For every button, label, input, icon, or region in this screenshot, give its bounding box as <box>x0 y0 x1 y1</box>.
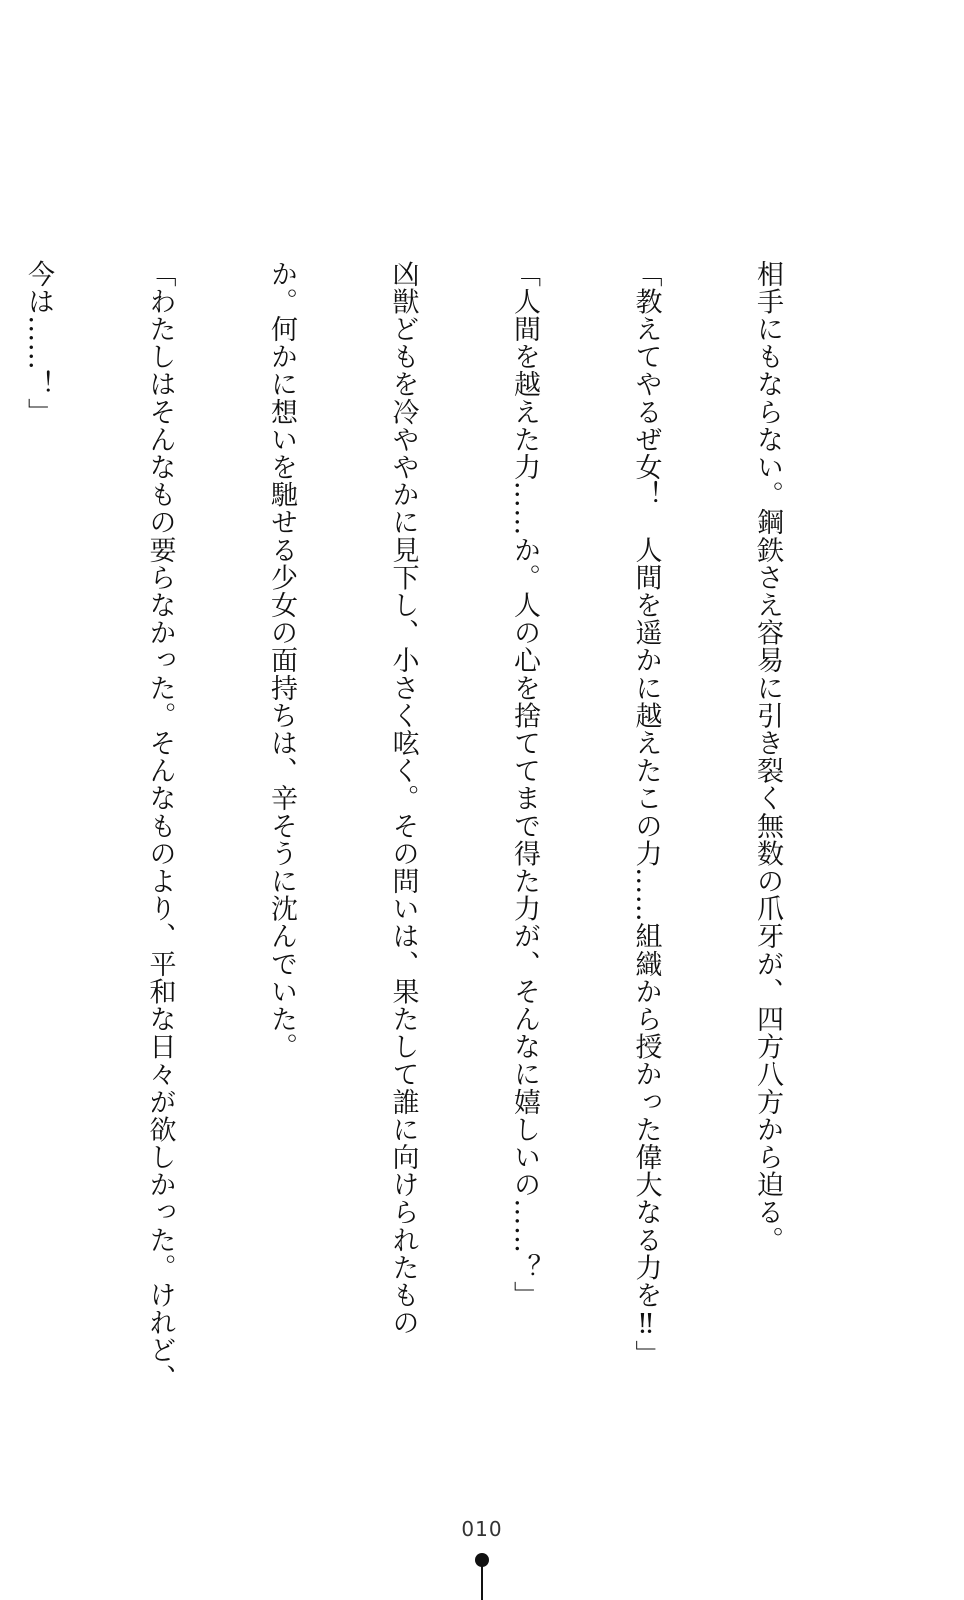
text-line: か。何かに想いを馳せる少女の面持ちは、辛そうに沈んでいた。 <box>266 260 297 1061</box>
text-line: 「教えてやるぜ女！ 人間を遥かに越えたこの力……組織から授かった偉大なる力を‼」 <box>630 260 662 1368</box>
novel-text-column-block <box>23 260 868 1392</box>
page-number: 010 <box>461 1517 503 1541</box>
text-line: 「人間を越えた力……か。人の心を捨ててまで得た力が、そんなに嬉しいの……？」 <box>509 260 540 1309</box>
page-dot-marker <box>475 1553 489 1567</box>
text-line: 相手にもならない。鋼鉄さえ容易に引き裂く無数の爪牙が、四方八方から迫る。 <box>752 260 783 1254</box>
text-line: 「わたしはそんなもの要らなかった。そんなものより、平和な日々が欲しかった。けれど、 <box>144 260 176 1392</box>
page-stem-line <box>481 1566 483 1600</box>
text-line: 凶獣どもを冷ややかに見下し、小さく呟く。その問いは、果たして誰に向けられたもの <box>387 260 419 1337</box>
text-line: 今は……！」 <box>23 260 54 426</box>
